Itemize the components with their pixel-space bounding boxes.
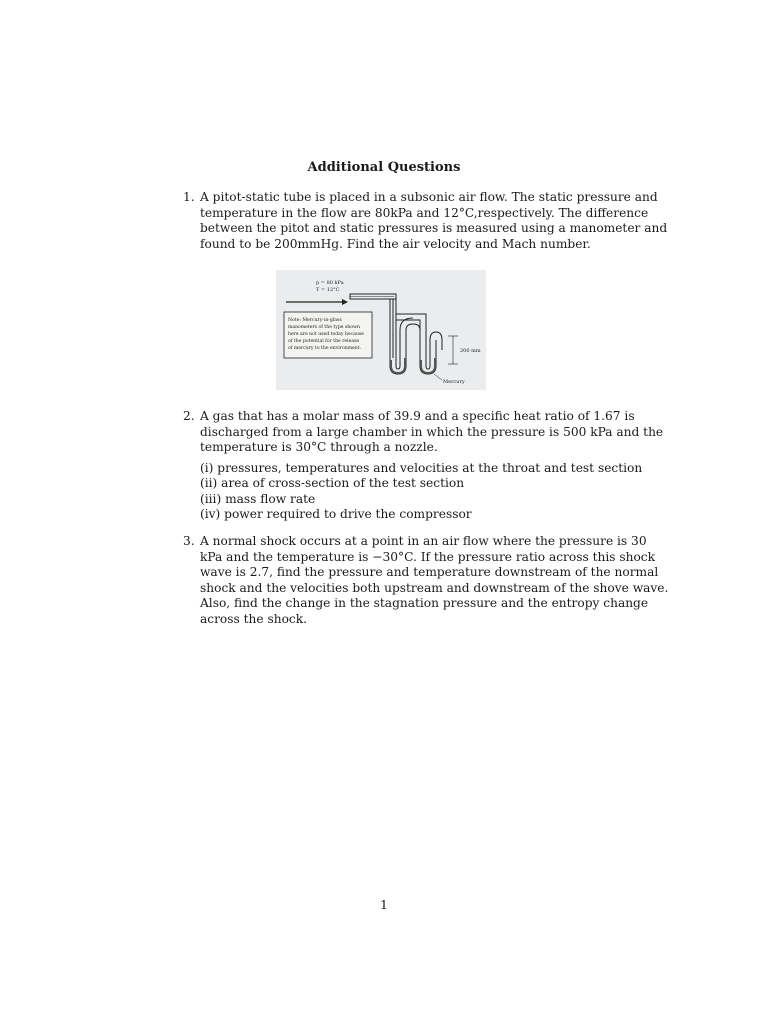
- question-line: wave is 2.7, find the pressure and temperature downstream of the normal: [200, 565, 659, 579]
- sub-question: (i) pressures, temperatures and velocities at the throat and test section: [200, 460, 643, 475]
- question-line: discharged from a large chamber in which the pressure is 500 kPa and the: [200, 424, 664, 439]
- question-line: temperature in the flow are 80kPa and 12°C,respectively. The difference: [200, 205, 649, 220]
- question-number: 2.: [183, 409, 195, 423]
- dimension-label: 200 mm: [460, 348, 481, 354]
- question-text: [200, 409, 664, 523]
- question-2: [183, 409, 664, 523]
- question-3: [183, 534, 669, 627]
- question-line: kPa and the temperature is −30°C. If the pressure ratio across this shock: [200, 549, 656, 564]
- pitot-manometer-figure: [276, 270, 486, 390]
- mercury-leader: [434, 374, 442, 380]
- question-1: [183, 190, 668, 252]
- flow-temperature-label: T = 12°C: [316, 287, 340, 293]
- question-line: across the shock.: [200, 611, 307, 626]
- note-line: here are not used today because: [288, 332, 364, 337]
- question-number: 1.: [183, 190, 195, 204]
- mercury-label: Mercury: [443, 379, 465, 385]
- sub-question: (ii) area of cross-section of the test section: [200, 476, 465, 490]
- probe-stem: [390, 294, 396, 358]
- question-line: between the pitot and static pressures is measured using a manometer and: [200, 221, 668, 235]
- question-text: [200, 190, 668, 252]
- page-number: 1: [380, 897, 388, 912]
- question-text: [200, 534, 669, 627]
- section-heading: Additional Questions: [307, 160, 461, 175]
- question-line: A pitot-static tube is placed in a subsonic air flow. The static pressure and: [200, 190, 658, 204]
- note-line: Note: Mercury-in-glass: [288, 318, 342, 323]
- note-line: of the potential for the release: [288, 339, 360, 344]
- manometer-u-tube-1: [390, 330, 406, 374]
- note-line: manometers of the type shown: [288, 325, 360, 330]
- manometer-diagram: [276, 270, 486, 390]
- question-number: 3.: [183, 534, 195, 548]
- question-line: A normal shock occurs at a point in an air flow where the pressure is 30: [200, 534, 647, 548]
- mercury-column-2: [421, 358, 435, 373]
- flow-arrowhead: [342, 299, 348, 305]
- question-line: A gas that has a molar mass of 39.9 and a specific heat ratio of 1.67 is: [200, 409, 635, 423]
- question-line: found to be 200mmHg. Find the air velocity and Mach number.: [200, 236, 591, 251]
- mercury-column-1: [391, 358, 405, 373]
- question-line: shock and the velocities both upstream and downstream of the shove wave.: [200, 580, 669, 595]
- question-line: Also, find the change in the stagnation pressure and the entropy change: [200, 596, 649, 610]
- sub-question-list: [200, 460, 643, 523]
- flow-pressure-label: p = 80 kPa: [316, 280, 344, 286]
- note-line: of mercury to the environment.: [288, 346, 362, 351]
- sub-question: (iv) power required to drive the compressor: [200, 507, 472, 521]
- question-line: temperature is 30°C through a nozzle.: [200, 440, 438, 454]
- sub-question: (iii) mass flow rate: [200, 491, 316, 506]
